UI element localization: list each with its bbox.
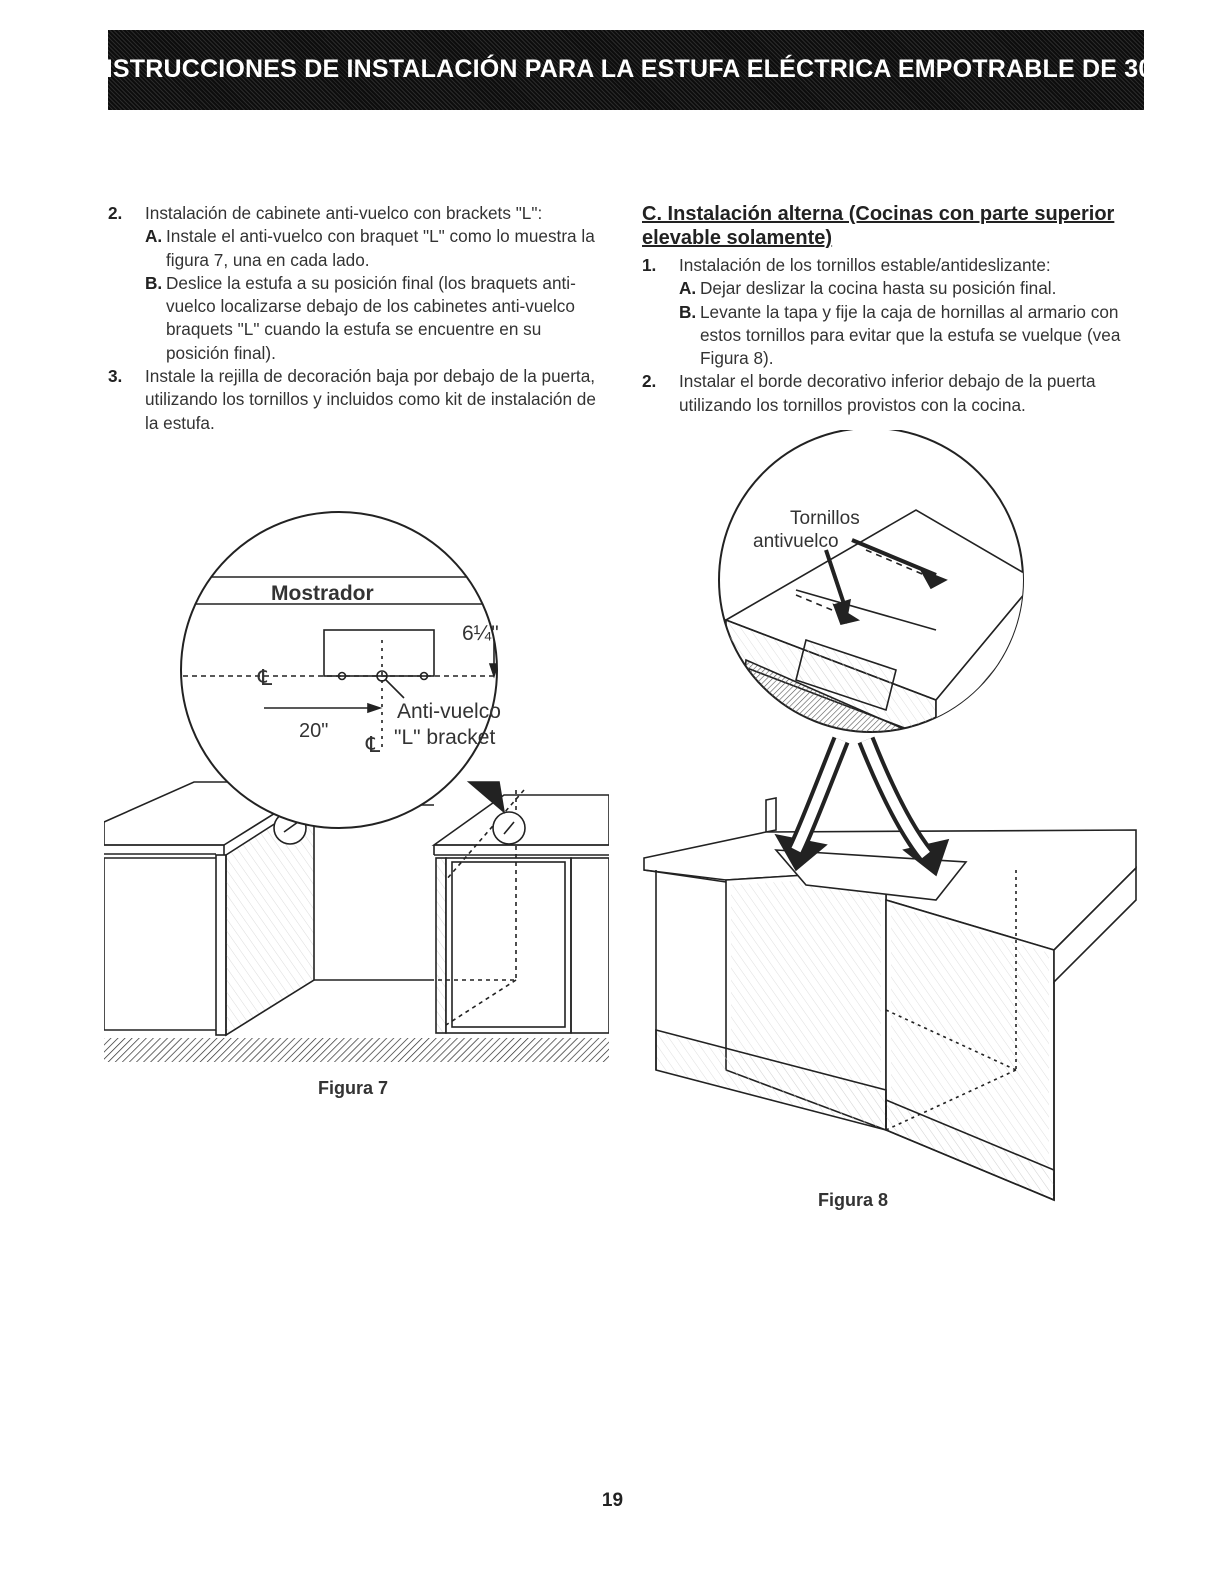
substep-text: Instale el anti-vuelco con braquet "L" como lo muestra la figura 7, una en cada lado. xyxy=(166,226,595,270)
step-number: 2. xyxy=(108,203,123,223)
substep-text: Deslice la estufa a su posición final (los braquets anti-vuelco localizarse debajo de los cabinetes anti-vuelco braquets "L" cuando la estufa se encuentre en su posición final). xyxy=(166,272,576,363)
centerline-symbol: ℄ xyxy=(366,732,381,757)
step-2 xyxy=(108,202,608,365)
substep-letter: A. xyxy=(145,226,163,247)
step-number: 1. xyxy=(642,255,657,275)
centerline-symbol: ℄ xyxy=(258,665,273,690)
screws-label-line2: antivuelco xyxy=(753,531,839,552)
substep-text: Levante la tapa y fije la caja de hornillas al armario con estos tornillos para evitar que la estufa se vuelque (vea Figura 8). xyxy=(700,301,1121,369)
substep-a xyxy=(145,225,608,272)
step-1 xyxy=(642,254,1152,370)
right-column xyxy=(642,202,1152,417)
screws-label-line1: Tornillos xyxy=(790,508,860,529)
substep-letter: B. xyxy=(145,272,163,293)
substep-a xyxy=(679,277,1152,300)
substep-letter: B. xyxy=(679,301,697,322)
step-3 xyxy=(108,365,608,435)
substep-letter: A. xyxy=(679,278,697,299)
width-dimension-label: 20" xyxy=(299,720,329,742)
figure-7-illustration xyxy=(104,500,609,1070)
section-heading: C. Instalación alterna (Cocinas con parte superior elevable solamente) xyxy=(642,203,1115,249)
page-number: 19 xyxy=(601,1490,624,1511)
step-number: 2. xyxy=(642,371,657,392)
step-2 xyxy=(642,370,1152,417)
zoom-detail-circle xyxy=(174,512,524,828)
figure-7-caption: Figura 7 xyxy=(318,1078,389,1098)
page-title: INSTRUCCIONES DE INSTALACIÓN PARA LA ESTUFA ELÉCTRICA EMPOTRABLE DE 30" xyxy=(87,54,1165,83)
step-text: Instalación de cabinete anti-vuelco con brackets "L": xyxy=(145,203,543,223)
header-banner xyxy=(87,30,1165,110)
substep-text: Dejar deslizar la cocina hasta su posición final. xyxy=(700,278,1057,299)
figure-8-caption: Figura 8 xyxy=(818,1190,889,1210)
step-number: 3. xyxy=(108,366,123,387)
bracket-label-line1: Anti-vuelco xyxy=(397,700,501,723)
step-text: Instale la rejilla de decoración baja por debajo de la puerta, utilizando los tornillos y incluidos como kit de instalación de la estufa. xyxy=(145,366,596,433)
substep-b xyxy=(679,301,1152,371)
range-scene xyxy=(644,740,1136,1200)
step-text: Instalación de los tornillos estable/antideslizante: xyxy=(679,255,1051,275)
bracket-label-line2: "L" bracket xyxy=(394,726,496,749)
figure-8-illustration xyxy=(636,430,1146,1210)
height-dimension-label: 6¼" xyxy=(462,622,499,645)
step-text: Instalar el borde decorativo inferior debajo de la puerta utilizando los tornillos provistos con la cocina. xyxy=(679,371,1096,415)
left-column xyxy=(108,202,608,435)
countertop-label: Mostrador xyxy=(271,582,374,605)
substep-b xyxy=(145,272,608,365)
